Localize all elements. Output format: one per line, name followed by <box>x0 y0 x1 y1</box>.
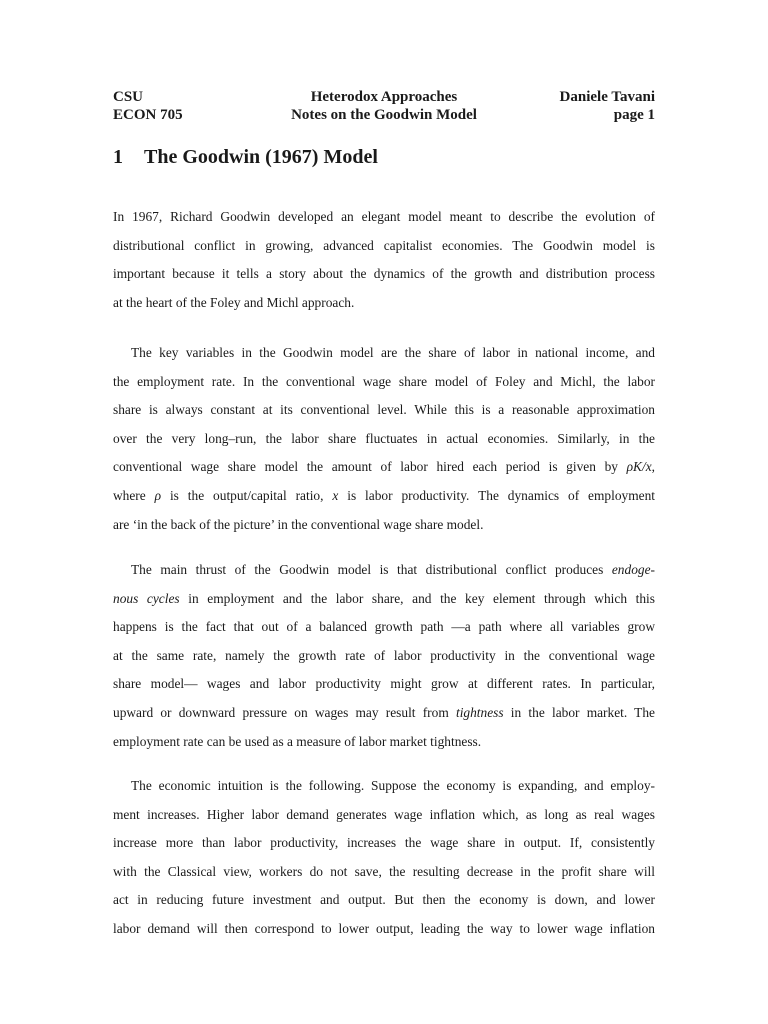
paragraph-line: act in reducing future investment and output. But then the economy is down, and lower <box>113 892 655 908</box>
header-institution: CSU <box>113 89 144 105</box>
section-number: 1 <box>113 146 123 168</box>
paragraph-line: at the same rate, namely the growth rate of labor productivity in the conventional wage <box>113 647 655 663</box>
paragraph-line: the employment rate. In the conventional wage share model of Foley and Michl, the labor <box>113 373 655 389</box>
paragraph-line: distributional conflict in growing, advanced capitalist economies. The Goodwin model is <box>113 237 655 253</box>
paragraph-line: The key variables in the Goodwin model are the share of labor in national income, and <box>131 345 655 360</box>
paragraph-line: increase more than labor productivity, increases the wage share in output. If, consistently <box>113 835 655 851</box>
paragraph-4 <box>113 772 655 944</box>
paragraph-line: nous cycles in employment and the labor share, and the key element through which this <box>113 590 655 606</box>
paragraph-line: important because it tells a story about the dynamics of the growth and distribution process <box>113 266 655 282</box>
page-header <box>113 88 655 128</box>
paragraph-line: happens is the fact that out of a balanced growth path —a path where all variables grow <box>113 619 655 635</box>
paragraph-2 <box>113 339 655 539</box>
paragraph-line: where ρ is the output/capital ratio, x is labor productivity. The dynamics of employment <box>113 487 656 503</box>
paragraph-line: with the Classical view, workers do not save, the resulting decrease in the profit share will <box>113 863 655 879</box>
paragraph-line: at the heart of the Foley and Michl approach. <box>113 294 355 310</box>
paragraph-line: employment rate can be used as a measure of labor market tightness. <box>113 733 482 749</box>
paragraph-line: are ‘in the back of the picture’ in the conventional wage share model. <box>113 516 484 532</box>
header-right <box>560 88 655 124</box>
header-course: ECON 705 <box>113 107 183 123</box>
paragraph-line: share model— wages and labor productivity might grow at different rates. In particular, <box>113 676 655 692</box>
header-subject: Heterodox Approaches <box>310 89 458 105</box>
header-author: Daniele Tavani <box>559 89 655 105</box>
paragraph-line: The economic intuition is the following. Suppose the economy is expanding, and employ- <box>131 778 655 793</box>
paragraph-3 <box>113 556 655 756</box>
paragraph-line: conventional wage share model the amount of labor hired each period is given by ρK/x, <box>113 459 655 475</box>
paragraph-1 <box>113 203 655 317</box>
paragraph-line: share is always constant at its conventional level. While this is a reasonable approximation <box>113 402 655 418</box>
paragraph-line: The main thrust of the Goodwin model is that distributional conflict produces endoge- <box>131 562 655 577</box>
paragraph-line: In 1967, Richard Goodwin developed an elegant model meant to describe the evolution of <box>113 209 655 224</box>
section-title: The Goodwin (1967) Model <box>144 146 378 168</box>
paragraph-line: upward or downward pressure on wages may result from tightness in the labor market. The <box>113 704 655 720</box>
paragraph-line: over the very long–run, the labor share fluctuates in actual economies. Similarly, in the <box>113 430 655 446</box>
paragraph-line: labor demand will then correspond to lower output, leading the way to lower wage inflation <box>113 920 655 936</box>
paragraph-line: ment increases. Higher labor demand generates wage inflation which, as long as real wages <box>113 806 655 822</box>
header-page-number: page 1 <box>613 107 655 123</box>
section-heading <box>113 145 378 169</box>
header-notes-title: Notes on the Goodwin Model <box>291 107 477 123</box>
